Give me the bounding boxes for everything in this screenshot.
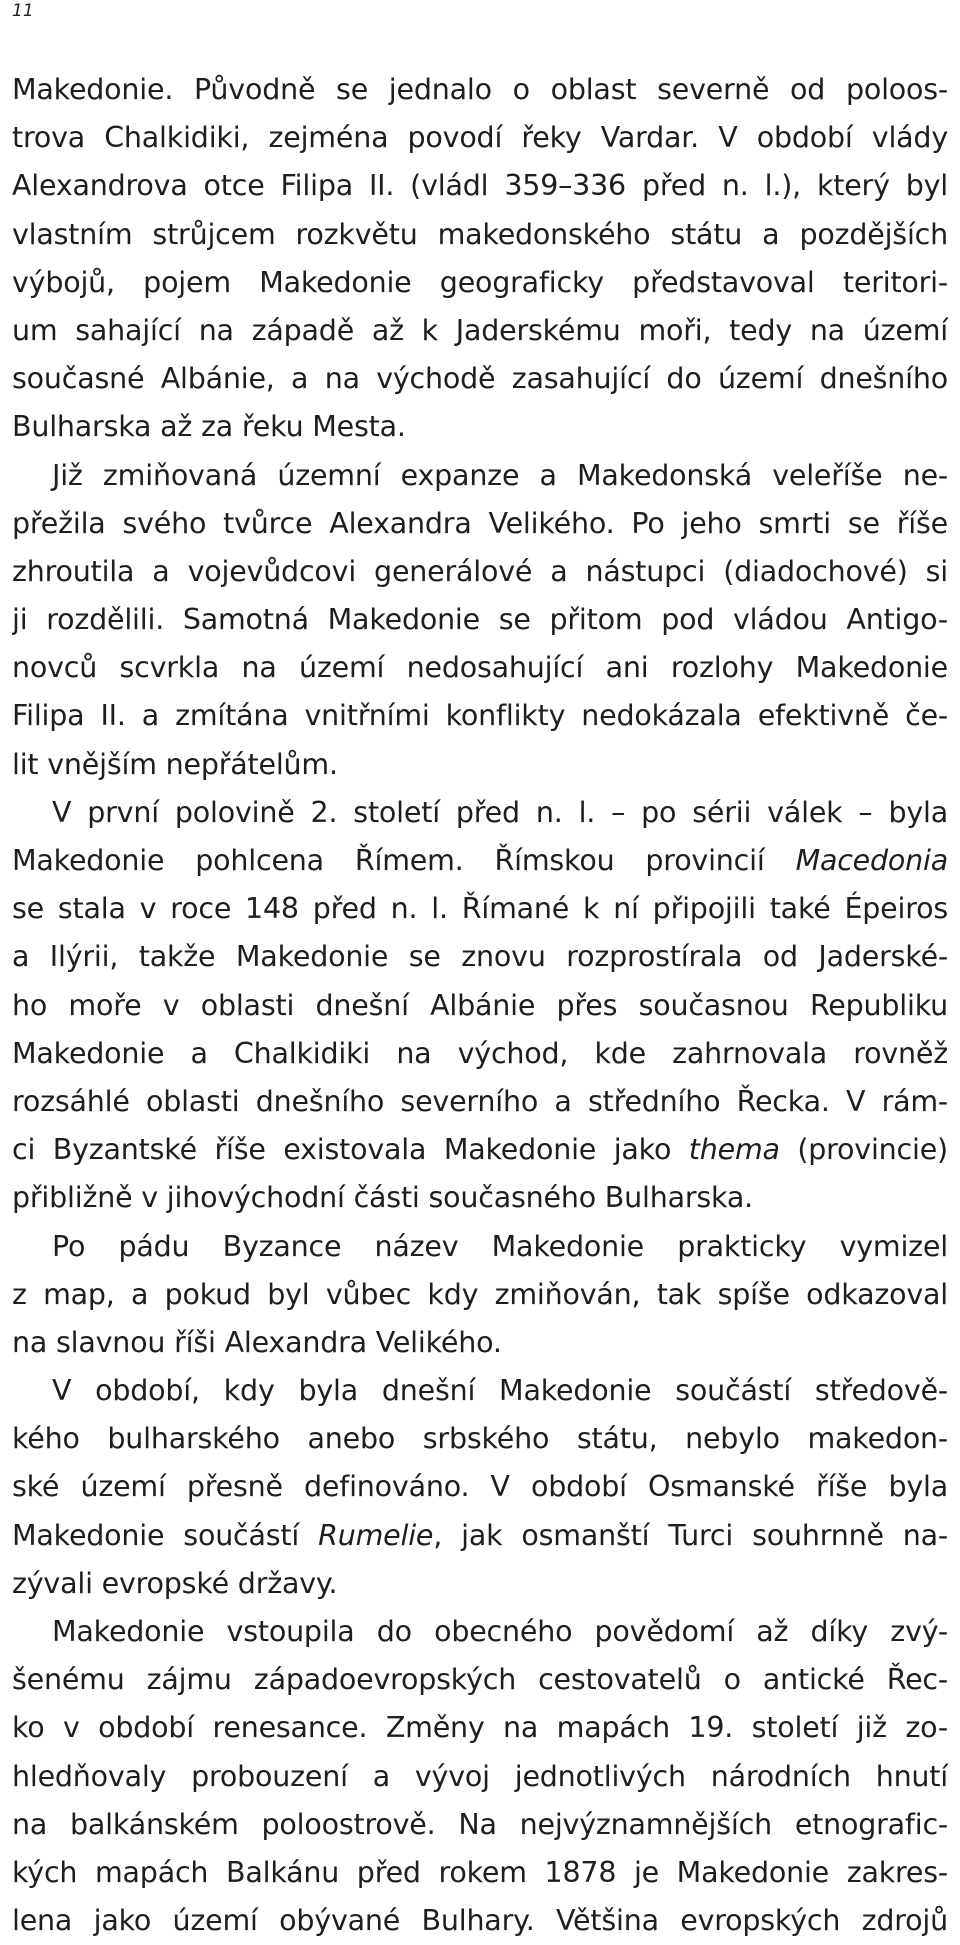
text-line: ské území přesně definováno. V období Osmanské říše byla <box>12 1470 948 1504</box>
text-line: šenému zájmu západoevropských cestovatelů o antické Řec- <box>12 1663 948 1697</box>
text-line: Makedonie. Původně se jednalo o oblast severně od poloos- <box>12 73 948 106</box>
text-line: kého bulharského anebo srbského státu, nebylo makedon- <box>12 1422 948 1456</box>
text-segment: , jak osmanští Turci souhrnně na- <box>433 1518 948 1552</box>
text-line: se stala v roce 148 před n. l. Římané k ní připojili také Épeiros <box>12 892 948 926</box>
italic-term: Rumelie <box>318 1518 434 1552</box>
text-line: z map, a pokud byl vůbec kdy zmiňován, tak spíše odkazoval <box>12 1277 948 1311</box>
text-line: a Ilýrii, takže Makedonie se znovu rozprostírala od Jaderské- <box>12 940 948 974</box>
text-line: hledňovaly probouzení a vývoj jednotlivých národních hnutí <box>12 1759 948 1793</box>
text-line: zývali evropské državy. <box>12 1566 338 1600</box>
text-line: ho moře v oblasti dnešní Albánie přes současnou Republiku <box>12 988 948 1022</box>
text-line: přibližně v jihovýchodní části současného Bulharska. <box>12 1181 753 1215</box>
text-line: Již zmiňovaná územní expanze a Makedonská veleříše ne- <box>52 458 948 492</box>
text-segment: (provincie) <box>779 1133 948 1167</box>
text-line: um sahající na západě až k Jaderskému moři, tedy na území <box>12 313 948 347</box>
italic-term: Macedonia <box>795 844 948 877</box>
text-line: Makedonie a Chalkidiki na východ, kde zahrnovala rovněž <box>12 1036 948 1070</box>
text-line: Filipa II. a zmítána vnitřními konflikty nedokázala efektivně če- <box>12 699 948 733</box>
page-number: 11 <box>12 1 34 21</box>
text-line: současné Albánie, a na východě zasahující do území dnešního <box>12 362 948 396</box>
text-line: V první polovině 2. století před n. l. – po sérii válek – byla <box>52 795 948 829</box>
text-line: Bulharska až za řeku Mesta. <box>12 410 406 444</box>
text-line <box>12 1512 948 1560</box>
text-segment: Makedonie součástí <box>12 1518 319 1552</box>
text-line: vlastním strůjcem rozkvětu makedonského státu a pozdějších <box>12 217 948 251</box>
text-line: rozsáhlé oblasti dnešního severního a středního Řecka. V rám- <box>12 1084 948 1118</box>
italic-term: thema <box>688 1133 780 1167</box>
text-line: Alexandrova otce Filipa II. (vládl 359–336 před n. l.), který byl <box>12 169 948 203</box>
text-line <box>12 837 948 885</box>
text-line: Po pádu Byzance název Makedonie prakticky vymizel <box>52 1229 948 1263</box>
text-line: výbojů, pojem Makedonie geograficky představoval teritori- <box>12 265 948 299</box>
text-line: ji rozdělili. Samotná Makedonie se přitom pod vládou Antigo- <box>12 603 948 637</box>
text-line: lena jako území obývané Bulhary. Většina evropských zdrojů <box>12 1904 948 1938</box>
text-line: zhroutila a vojevůdcovi generálové a nástupci (diadochové) si <box>12 554 948 588</box>
body-text <box>12 66 948 1945</box>
text-segment: Makedonie pohlcena Římem. Římskou provincií <box>12 844 796 877</box>
text-line: kých mapách Balkánu před rokem 1878 je Makedonie zakres- <box>12 1855 948 1889</box>
text-segment: ci Byzantské říše existovala Makedonie jako <box>12 1133 689 1167</box>
text-line: na slavnou říši Alexandra Velikého. <box>12 1325 502 1359</box>
text-line: trova Chalkidiki, zejména povodí řeky Vardar. V období vlády <box>12 121 948 155</box>
text-line: Makedonie vstoupila do obecného povědomí až díky zvý- <box>52 1615 948 1648</box>
text-line: přežila svého tvůrce Alexandra Velikého. Po jeho smrti se říše <box>12 506 948 540</box>
text-line <box>12 1126 948 1174</box>
text-line: ko v období renesance. Změny na mapách 19. století již zo- <box>12 1711 948 1745</box>
text-line: na balkánském poloostrově. Na nejvýznamnějších etnografic- <box>12 1807 948 1841</box>
text-line: lit vnějším nepřátelům. <box>12 747 338 781</box>
text-line: novců scvrkla na území nedosahující ani rozlohy Makedonie <box>12 651 948 685</box>
text-line: V období, kdy byla dnešní Makedonie součástí středově- <box>52 1374 948 1408</box>
